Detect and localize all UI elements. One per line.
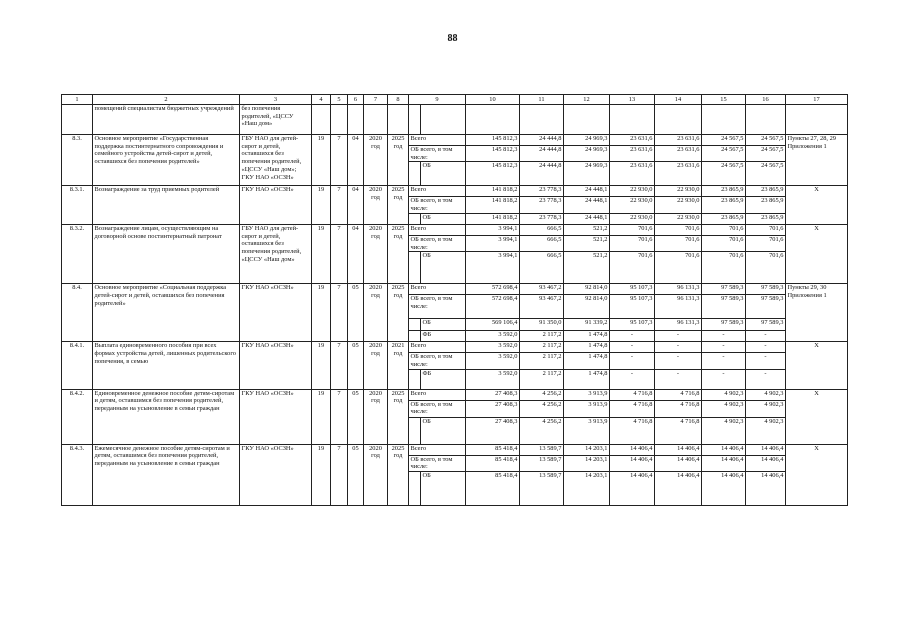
amount-cell: 666,5 [520,252,564,284]
amount-cell: 4 902,3 [702,417,746,444]
amount-cell: 23 865,9 [702,197,746,213]
amount-cell: 14 203,1 [564,444,610,455]
amount-cell: 27 408,3 [466,389,520,400]
amount-cell: 85 418,4 [466,455,520,471]
entry-year-start: 2020 год [364,135,388,186]
source-indent [409,319,421,331]
amount-cell: 24 969,3 [564,162,610,186]
amount-cell: 97 589,3 [746,319,786,331]
entry-col6: 04 [348,186,364,224]
amount-cell: 4 256,2 [520,400,564,417]
amount-cell: 145 812,3 [466,135,520,146]
entry-id: 8.3.1. [62,186,93,224]
amount-cell: 701,6 [746,252,786,284]
entry-year-end: 2025 год [388,186,409,224]
amount-cell: 14 406,4 [610,472,655,506]
amount-cell: 23 865,9 [746,186,786,197]
amount-cell: 2 117,2 [520,331,564,342]
amount-cell: 2 117,2 [520,369,564,389]
entry-col5: 7 [331,186,348,224]
amount-cell: 96 131,3 [655,319,702,331]
amount-cell: 145 812,3 [466,146,520,162]
amount-cell: 666,5 [520,235,564,251]
entry-name: Единовременное денежное пособие детям-сиротам и детям, оставшимся без попечения родителей, переданным на усыновление в семьи граждан [93,389,240,444]
cell-empty [62,105,93,135]
source-indent [409,417,421,444]
amount-cell: 24 567,5 [746,135,786,146]
amount-cell: 4 716,8 [610,389,655,400]
column-number-4: 4 [312,95,331,105]
amount-cell: 701,6 [655,235,702,251]
entry-note: Пункты 29, 30 Приложения 1 [786,284,848,342]
source-label: Всего [409,186,466,197]
cell-empty [564,105,610,135]
amount-cell: 97 589,3 [702,284,746,295]
source-label: Всего [409,444,466,455]
amount-cell: 24 448,1 [564,186,610,197]
amount-cell: 4 902,3 [702,389,746,400]
entry-note: X [786,389,848,444]
amount-cell: 27 408,3 [466,400,520,417]
amount-cell: 701,6 [655,252,702,284]
amount-cell: 97 589,3 [746,284,786,295]
column-number-17: 17 [786,95,848,105]
amount-cell: - [746,369,786,389]
amount-cell: 701,6 [655,224,702,235]
page-number: 88 [447,33,458,44]
entry-col5: 7 [331,444,348,505]
source-label: Всего [409,224,466,235]
amount-cell: 24 567,5 [702,135,746,146]
amount-cell: 22 930,0 [655,197,702,213]
column-number-6: 6 [348,95,364,105]
amount-cell: - [702,331,746,342]
entry-col4: 19 [312,135,331,186]
entry-executor: ГКУ НАО «ОСЗН» [240,342,312,389]
entry-name: Вознаграждение за труд приемных родителей [93,186,240,224]
amount-cell: 96 131,3 [655,284,702,295]
cell-empty [610,105,655,135]
cell-empty [702,105,746,135]
amount-cell: 14 203,1 [564,472,610,506]
source-label: ФБ [421,331,466,342]
amount-cell: - [610,342,655,353]
amount-cell: 22 930,0 [655,186,702,197]
amount-cell: 14 203,1 [564,455,610,471]
entry-year-start: 2020 год [364,284,388,342]
source-label: Всего [409,135,466,146]
amount-cell: 22 930,0 [610,186,655,197]
amount-cell: 4 902,3 [746,389,786,400]
amount-cell: 4 902,3 [702,400,746,417]
amount-cell: 96 131,3 [655,295,702,319]
amount-cell: 23 778,3 [520,213,564,224]
column-number-12: 12 [564,95,610,105]
continuation-name: помещений специалистам бюджетных учреждений [93,105,240,135]
amount-cell: 4 256,2 [520,417,564,444]
source-label: ОБ [421,162,466,186]
entry-year-end: 2021 год [388,342,409,389]
entry-executor: ГБУ НАО для детей-сирот и детей, оставшихся без попечения родителей, «ЦССУ «Наш дом»; ГКУ НАО «ОСЗН» [240,135,312,186]
entry-id: 8.4.3. [62,444,93,505]
entry-col5: 7 [331,224,348,283]
cell-empty [520,105,564,135]
column-number-13: 13 [610,95,655,105]
amount-cell: - [746,342,786,353]
amount-cell: 14 406,4 [655,472,702,506]
amount-cell: 1 474,8 [564,342,610,353]
source-indent [409,213,421,224]
amount-cell: 14 406,4 [655,455,702,471]
cell-empty [364,105,388,135]
amount-cell: 23 631,6 [610,146,655,162]
entry-col4: 19 [312,186,331,224]
column-number-14: 14 [655,95,702,105]
amount-cell: 85 418,4 [466,472,520,506]
amount-cell: 572 698,4 [466,295,520,319]
amount-cell: 3 994,1 [466,252,520,284]
source-label: Всего [409,284,466,295]
amount-cell: 24 444,8 [520,162,564,186]
amount-cell: 13 589,7 [520,444,564,455]
amount-cell: 4 256,2 [520,389,564,400]
continuation-executor: без попечения родителей, «ЦССУ «Наш дом» [240,105,312,135]
source-label: ОБ всего, в том числе: [409,455,466,471]
amount-cell: - [702,369,746,389]
amount-cell: 701,6 [610,235,655,251]
source-label: ОБ [421,472,466,506]
entry-col4: 19 [312,284,331,342]
source-indent [409,252,421,284]
entry-executor: ГБУ НАО для детей-сирот и детей, оставшихся без попечения родителей, «ЦССУ «Наш дом» [240,224,312,283]
amount-cell: - [610,369,655,389]
entry-name: Выплата единовременного пособия при всех формах устройства детей, лишенных родительского попечения, в семью [93,342,240,389]
amount-cell: 14 406,4 [746,455,786,471]
source-label: ОБ всего, в том числе: [409,353,466,369]
entry-col6: 05 [348,342,364,389]
cell-empty [409,105,421,135]
amount-cell: 91 350,0 [520,319,564,331]
amount-cell: 24 567,5 [746,162,786,186]
column-number-3: 3 [240,95,312,105]
amount-cell: 3 994,1 [466,224,520,235]
cell-empty [746,105,786,135]
table-row [62,186,848,197]
amount-cell: 145 812,3 [466,162,520,186]
amount-cell: 14 406,4 [702,444,746,455]
source-indent [409,472,421,506]
amount-cell: 23 631,6 [655,162,702,186]
amount-cell: - [655,342,702,353]
column-number-8: 8 [388,95,409,105]
cell-empty [312,105,331,135]
source-label: ФБ [421,369,466,389]
column-number-15: 15 [702,95,746,105]
table-row [62,342,848,353]
source-label: ОБ всего, в том числе: [409,400,466,417]
amount-cell: 14 406,4 [702,472,746,506]
amount-cell: 1 474,8 [564,331,610,342]
entry-executor: ГКУ НАО «ОСЗН» [240,284,312,342]
continuation-row [62,105,848,135]
source-label: ОБ всего, в том числе: [409,295,466,319]
entry-note: X [786,444,848,505]
amount-cell: 2 117,2 [520,353,564,369]
amount-cell: 92 814,0 [564,295,610,319]
amount-cell: 24 444,8 [520,135,564,146]
amount-cell: 569 106,4 [466,319,520,331]
source-indent [409,369,421,389]
amount-cell: 93 467,2 [520,284,564,295]
column-number-7: 7 [364,95,388,105]
entry-col6: 05 [348,444,364,505]
entry-year-start: 2020 год [364,224,388,283]
entry-col4: 19 [312,224,331,283]
entry-col6: 05 [348,389,364,444]
amount-cell: 97 589,3 [702,295,746,319]
amount-cell: 1 474,8 [564,369,610,389]
entry-year-end: 2025 год [388,389,409,444]
amount-cell: - [655,353,702,369]
cell-empty [388,105,409,135]
source-label: ОБ всего, в том числе: [409,146,466,162]
amount-cell: 23 631,6 [655,146,702,162]
amount-cell: 24 448,1 [564,197,610,213]
amount-cell: 14 406,4 [610,444,655,455]
cell-empty [466,105,520,135]
entry-year-start: 2020 год [364,342,388,389]
entry-col5: 7 [331,135,348,186]
amount-cell: 95 107,3 [610,284,655,295]
column-number-2: 2 [93,95,240,105]
entry-year-start: 2020 год [364,389,388,444]
entry-note: X [786,224,848,283]
amount-cell: 97 589,3 [702,319,746,331]
entry-col5: 7 [331,284,348,342]
amount-cell: 572 698,4 [466,284,520,295]
amount-cell: - [655,369,702,389]
amount-cell: 23 631,6 [655,135,702,146]
amount-cell: 24 969,3 [564,135,610,146]
entry-col5: 7 [331,389,348,444]
amount-cell: 4 902,3 [746,417,786,444]
source-label: ОБ всего, в том числе: [409,197,466,213]
amount-cell: 4 716,8 [610,400,655,417]
amount-cell: 701,6 [702,235,746,251]
amount-cell: 14 406,4 [610,455,655,471]
amount-cell: 4 902,3 [746,400,786,417]
entry-col4: 19 [312,342,331,389]
amount-cell: 23 631,6 [610,162,655,186]
cell-empty [421,105,466,135]
source-label: Всего [409,389,466,400]
amount-cell: 1 474,8 [564,353,610,369]
table-row [62,135,848,146]
entry-id: 8.3. [62,135,93,186]
source-label: ОБ [421,252,466,284]
amount-cell: 95 107,3 [610,295,655,319]
amount-cell: - [610,331,655,342]
amount-cell: 23 865,9 [702,213,746,224]
cell-empty [348,105,364,135]
amount-cell: 14 406,4 [746,444,786,455]
amount-cell: 521,2 [564,224,610,235]
entry-col6: 04 [348,135,364,186]
entry-year-start: 2020 год [364,444,388,505]
entry-name: Основное мероприятие «Государственная поддержка постинтернатного сопровождения и семейного устройства детей-сирот и детей, оставшихся без попечения родителей» [93,135,240,186]
amount-cell: 3 994,1 [466,235,520,251]
amount-cell: 666,5 [520,224,564,235]
entry-id: 8.4.2. [62,389,93,444]
column-number-5: 5 [331,95,348,105]
column-number-11: 11 [520,95,564,105]
amount-cell: 701,6 [702,224,746,235]
amount-cell: 521,2 [564,235,610,251]
amount-cell: 3 913,9 [564,417,610,444]
entry-year-end: 2025 год [388,444,409,505]
entry-year-end: 2025 год [388,224,409,283]
entry-executor: ГКУ НАО «ОСЗН» [240,444,312,505]
entry-year-start: 2020 год [364,186,388,224]
column-number-9: 9 [409,95,466,105]
amount-cell: 3 913,9 [564,389,610,400]
source-indent [409,331,421,342]
amount-cell: 4 716,8 [655,417,702,444]
amount-cell: - [610,353,655,369]
amount-cell: 141 818,2 [466,197,520,213]
amount-cell: 13 589,7 [520,455,564,471]
amount-cell: 24 448,1 [564,213,610,224]
amount-cell: 23 631,6 [610,135,655,146]
amount-cell: 14 406,4 [655,444,702,455]
entry-col4: 19 [312,444,331,505]
column-number-16: 16 [746,95,786,105]
column-number-10: 10 [466,95,520,105]
amount-cell: 24 969,3 [564,146,610,162]
amount-cell: 23 865,9 [746,213,786,224]
table-row [62,389,848,400]
source-label: ОБ [421,417,466,444]
amount-cell: - [702,353,746,369]
entry-col6: 04 [348,224,364,283]
amount-cell: 24 567,5 [702,162,746,186]
amount-cell: 3 592,0 [466,353,520,369]
amount-cell: 23 865,9 [702,186,746,197]
column-number-1: 1 [62,95,93,105]
amount-cell: 701,6 [702,252,746,284]
table-row [62,444,848,455]
entry-col6: 05 [348,284,364,342]
amount-cell: 701,6 [746,235,786,251]
amount-cell: 22 930,0 [610,197,655,213]
amount-cell: 141 818,2 [466,213,520,224]
amount-cell: 24 567,5 [746,146,786,162]
entry-year-end: 2025 год [388,135,409,186]
source-label: Всего [409,342,466,353]
cell-empty [655,105,702,135]
table-row [62,224,848,235]
entry-id: 8.4. [62,284,93,342]
amount-cell: 701,6 [746,224,786,235]
amount-cell: 13 589,7 [520,472,564,506]
amount-cell: - [655,331,702,342]
entry-id: 8.3.2. [62,224,93,283]
amount-cell: 3 592,0 [466,331,520,342]
amount-cell: 22 930,0 [655,213,702,224]
amount-cell: 2 117,2 [520,342,564,353]
amount-cell: 521,2 [564,252,610,284]
table-row [62,284,848,295]
amount-cell: 3 592,0 [466,369,520,389]
entry-name: Вознаграждение лицам, осуществляющим на договорной основе постинтернатный патронат [93,224,240,283]
amount-cell: 3 592,0 [466,342,520,353]
amount-cell: 97 589,3 [746,295,786,319]
amount-cell: 85 418,4 [466,444,520,455]
amount-cell: - [746,353,786,369]
cell-empty [786,105,848,135]
amount-cell: 24 444,8 [520,146,564,162]
source-label: ОБ всего, в том числе: [409,235,466,251]
column-number-row [62,95,848,105]
amount-cell: 92 814,0 [564,284,610,295]
budget-table [61,94,848,506]
source-indent [409,162,421,186]
amount-cell: 701,6 [610,252,655,284]
amount-cell: 91 339,2 [564,319,610,331]
cell-empty [331,105,348,135]
entry-col4: 19 [312,389,331,444]
amount-cell: 23 865,9 [746,197,786,213]
entry-note: X [786,342,848,389]
amount-cell: 4 716,8 [610,417,655,444]
amount-cell: 93 467,2 [520,295,564,319]
amount-cell: - [702,342,746,353]
amount-cell: 701,6 [610,224,655,235]
amount-cell: 24 567,5 [702,146,746,162]
entry-note: Пункты 27, 28, 29 Приложения 1 [786,135,848,186]
amount-cell: 4 716,8 [655,400,702,417]
amount-cell: 141 818,2 [466,186,520,197]
amount-cell: 23 778,3 [520,197,564,213]
entry-name: Основное мероприятие «Социальная поддержка детей-сирот и детей, оставшихся без попечения родителей» [93,284,240,342]
entry-year-end: 2025 год [388,284,409,342]
entry-note: X [786,186,848,224]
entry-executor: ГКУ НАО «ОСЗН» [240,186,312,224]
source-label: ОБ [421,213,466,224]
amount-cell: 14 406,4 [702,455,746,471]
entry-id: 8.4.1. [62,342,93,389]
entry-name: Ежемесячное денежное пособие детям-сиротам и детям, оставшимся без попечения родителей, переданным на усыновление в семьи граждан [93,444,240,505]
amount-cell: 3 913,9 [564,400,610,417]
amount-cell: 14 406,4 [746,472,786,506]
entry-executor: ГКУ НАО «ОСЗН» [240,389,312,444]
amount-cell: 95 107,3 [610,319,655,331]
amount-cell: 27 408,3 [466,417,520,444]
amount-cell: 22 930,0 [610,213,655,224]
amount-cell: 4 716,8 [655,389,702,400]
source-label: ОБ [421,319,466,331]
entry-col5: 7 [331,342,348,389]
amount-cell: - [746,331,786,342]
amount-cell: 23 778,3 [520,186,564,197]
